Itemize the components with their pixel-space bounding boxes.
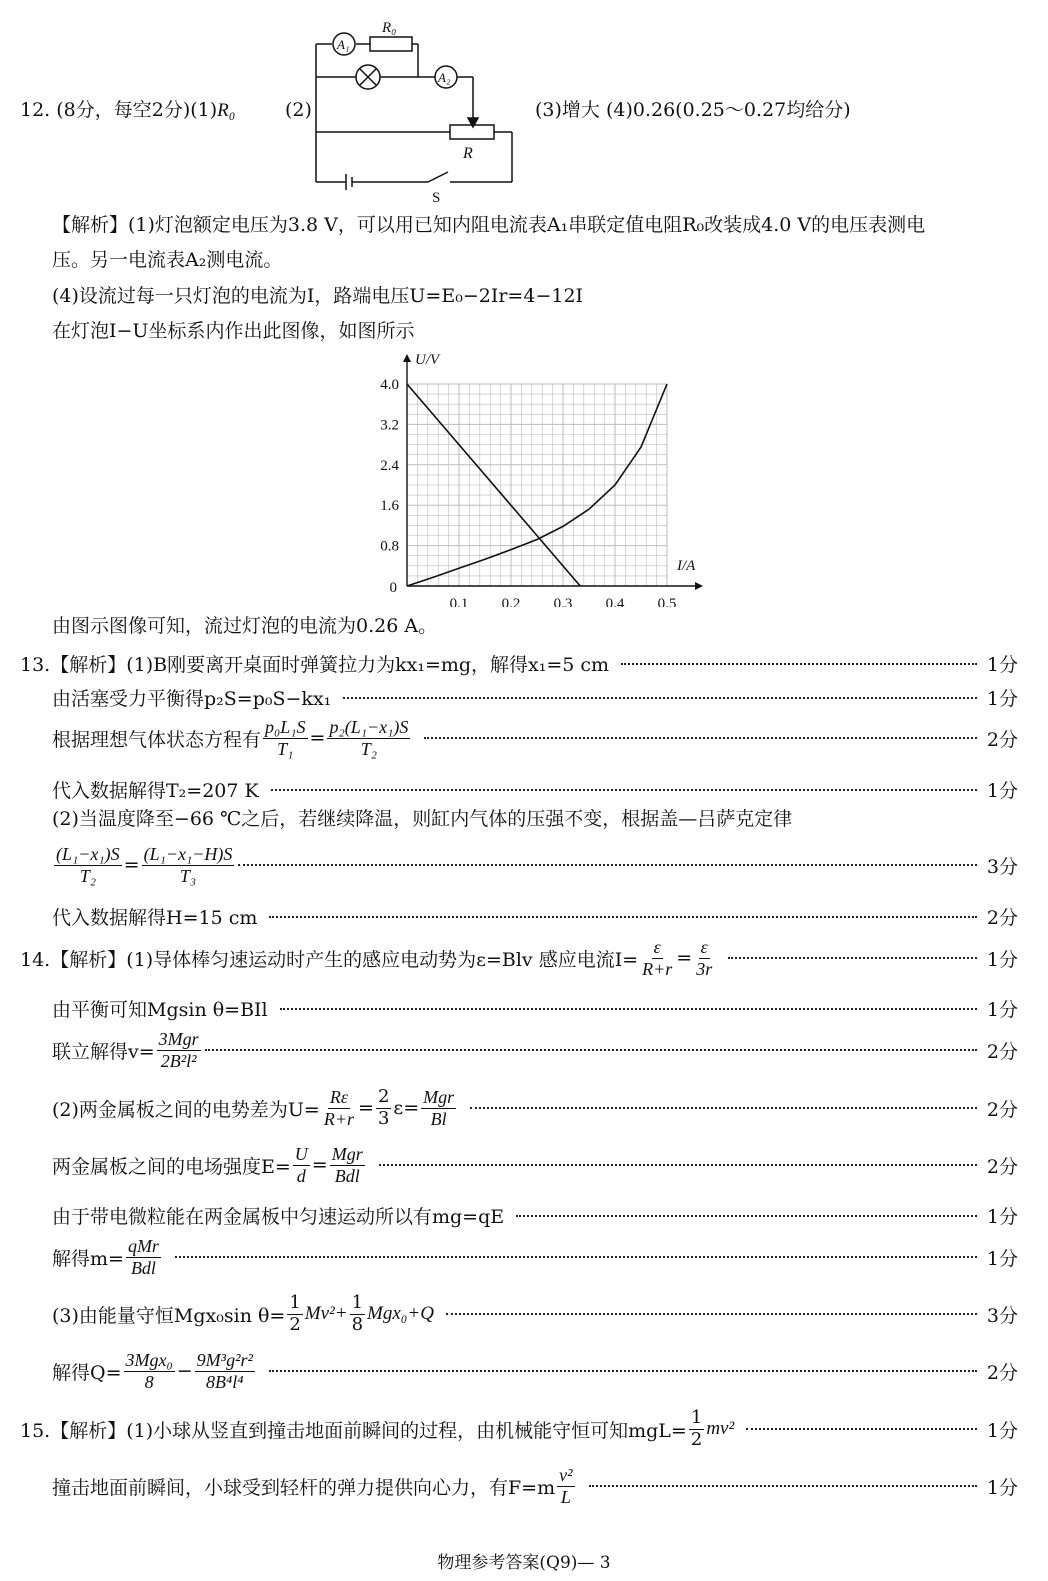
q14-line-1: 14.【解析】(1)导体棒匀速运动时产生的感应电动势为ε=Blv 感应电流I= $\frac{\varepsilon}{R+r}$ = $\frac{\varepsilon}{3r}$ 1分 (20, 937, 1018, 979)
y-tick-label: 3.2 (380, 417, 399, 434)
q14-line-3: 联立解得v= $\frac{\text{3Mgr}}{\text{2B²l²}}$ 2分 (52, 1029, 1018, 1071)
q14-line-4: (2)两金属板之间的电势差为U= $\frac{R\varepsilon}{R+r}$ = $\frac{2}{3}$ ε= $\frac{\text{Mgr}}{Bl}$ 2分 (52, 1086, 1018, 1129)
q13-line-7: 代入数据解得H=15 cm 2分 (52, 907, 1018, 929)
x-tick-label: 0.5 (657, 596, 677, 607)
ammeter-a2-label: A₂ (438, 70, 451, 85)
resistor-r0-label: R₀ (382, 20, 397, 36)
x-tick-label: 0.3 (553, 596, 573, 607)
iu-chart (355, 342, 715, 607)
q13-line-5: (2)当温度降至−66 ℃之后，若继续降温，则缸内气体的压强不变，根据盖—吕萨克定律 (52, 808, 793, 830)
x-axis-arrow (695, 582, 703, 590)
q13-line-2: 由活塞受力平衡得p₂S=p₀S−kx₁ 1分 (52, 688, 1018, 710)
q14-line-5: 两金属板之间的电场强度E= $\frac{U}{d}$ = $\frac{\text{Mgr}}{\text{Bdl}}$ 2分 (52, 1144, 1018, 1186)
q13-line-4: 代入数据解得T₂=207 K 1分 (52, 780, 1018, 802)
y-axis-label: U/V (415, 352, 440, 368)
q14-line-9: 解得Q= $\frac{\text{3Mgx₀}}{8}$ − $\frac{\text{9M³g²r²}}{\text{8B⁴l⁴}}$ 2分 (52, 1350, 1018, 1392)
q15-line-2: 撞击地面前瞬间，小球受到轻杆的弹力提供向心力，有F=m $\frac{\text{v²}}{L}$ 1分 (52, 1465, 1018, 1507)
q14-line-7: 解得m= $\frac{\text{qMr}}{\text{Bdl}}$ 1分 (52, 1236, 1018, 1278)
page-footer: 物理参考答案(Q9)— 3 (437, 1553, 611, 1573)
x-tick-label: 0.4 (605, 596, 625, 607)
x-tick-label: 0.1 (449, 596, 469, 607)
y-tick-label: 1.6 (380, 498, 399, 515)
q15-line-1: 15.【解析】(1)小球从竖直到撞击地面前瞬间的过程，由机械能守恒可知mgL= $\frac{1}{2}$ mv² 1分 (20, 1407, 1018, 1450)
q12-analysis-1b: 压。另一电流表A₂测电流。 (52, 249, 283, 271)
q14-line-6: 由于带电微粒能在两金属板中匀速运动所以有mg=qE 1分 (52, 1206, 1018, 1228)
q13-line-6: $\frac{\text{(L₁−x₁)S}}{\text{T₂}}$ = $\frac{\text{(L₁−x₁−H)S}}{\text{T₃}}$ 3分 (56, 844, 1018, 886)
rheostat-r-label: R (463, 145, 473, 162)
y-tick-label: 0.8 (380, 538, 399, 555)
q12-part34: (3)增大 (4)0.26(0.25～0.27均给分) (535, 99, 851, 121)
q14-line-2: 由平衡可知Mgsin θ=BIl 1分 (52, 999, 1018, 1021)
q12-analysis-1: 【解析】(1)灯泡额定电压为3.8 V，可以用已知内阻电流表A₁串联定值电阻R₀改装成4.0 V的电压表测电 (52, 214, 926, 236)
ammeter-a1-label: A₁ (337, 37, 350, 52)
circuit-diagram (310, 14, 525, 209)
y-tick-label: 2.4 (380, 457, 399, 474)
q13-line-3: 根据理想气体状态方程有 $\frac{\text{p₀L₁S}}{\text{T₁}}$ = $\frac{\text{p₂(L₁−x₁)S}}{\text{T₂}}$ 2分 (52, 717, 1018, 759)
x-tick-label: 0.2 (501, 596, 521, 607)
q14-line-8: (3)由能量守恒Mgx₀sin θ= $\frac{1}{2}$ Mv²+ $\frac{1}{8}$ Mgx₀+Q 3分 (52, 1292, 1018, 1335)
switch-s-label: S (432, 190, 441, 206)
q12-lead: 12. (8分，每空2分)(1)R₀ (20, 99, 236, 121)
q13-line-1: 13.【解析】(1)B刚要离开桌面时弹簧拉力为kx₁=mg，解得x₁=5 cm 1分 (20, 654, 1018, 676)
y-tick-label: 4.0 (380, 377, 399, 393)
q12-analysis-3: 在灯泡I−U坐标系内作出此图像，如图所示 (52, 320, 415, 342)
origin-label: 0 (389, 580, 397, 596)
x-axis-label: I/A (677, 558, 696, 574)
y-axis-arrow (403, 354, 411, 362)
q12-analysis-2: (4)设流过每一只灯泡的电流为I，路端电压U=E₀−2Ir=4−12I (52, 285, 584, 307)
q12-part2: (2) (285, 99, 312, 121)
q12-conclusion: 由图示图像可知，流过灯泡的电流为0.26 A。 (52, 615, 438, 637)
